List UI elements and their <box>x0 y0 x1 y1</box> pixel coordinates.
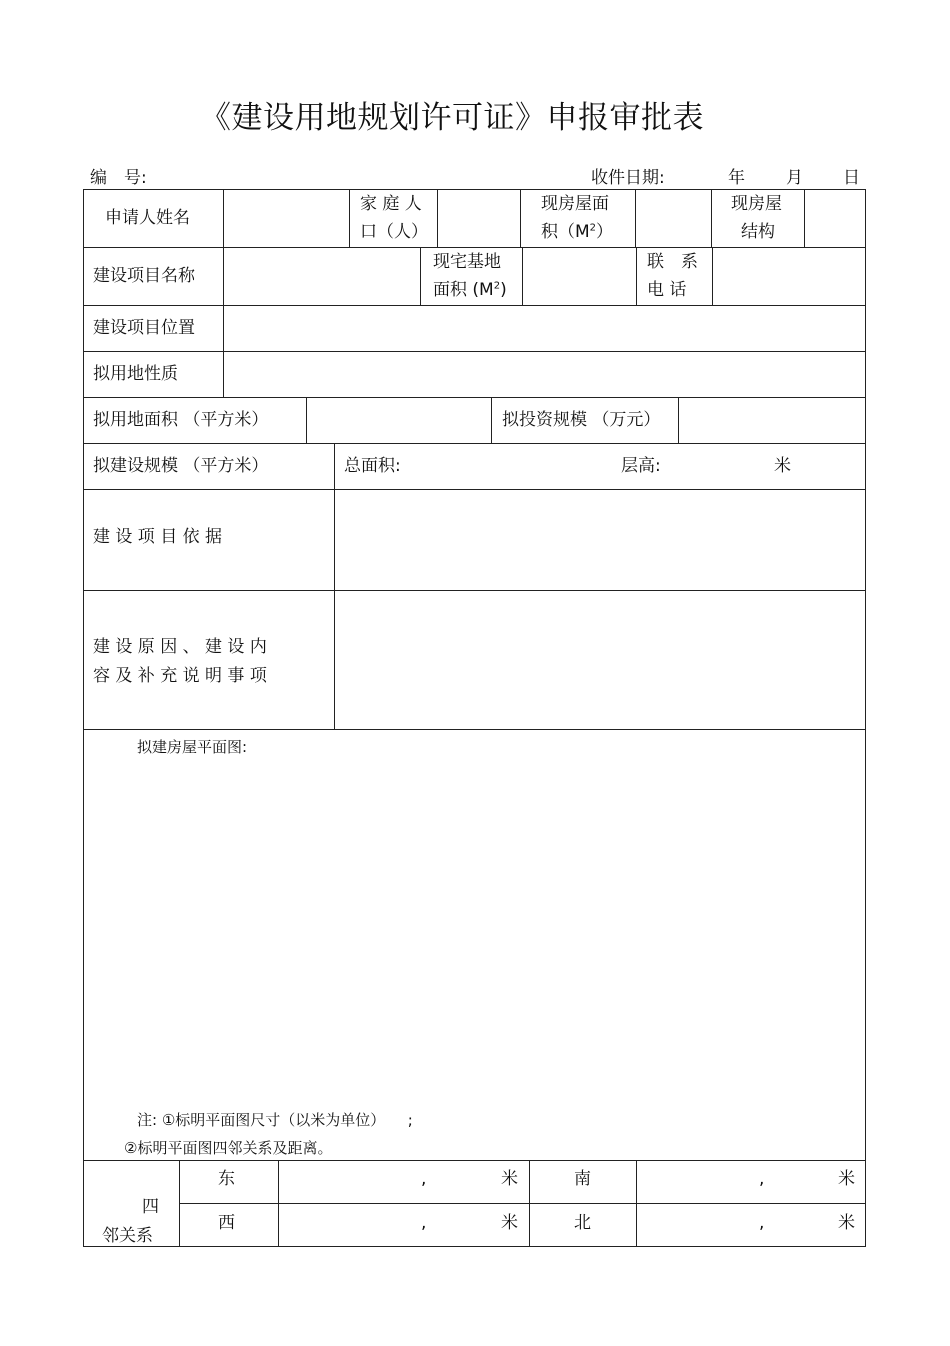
west-comma: , <box>421 1213 427 1233</box>
table-rule <box>83 729 866 730</box>
land-area-label: 拟用地面积 （平方米） <box>93 410 269 430</box>
north-comma: , <box>759 1213 765 1233</box>
plan-note-2: ②标明平面图四邻关系及距离。 <box>124 1139 333 1157</box>
table-rule <box>223 305 224 397</box>
plan-note-1: 注: ①标明平面图尺寸（以米为单位） ; <box>137 1111 413 1129</box>
table-rule <box>179 1160 180 1246</box>
applicant-name-label: 申请人姓名 <box>105 208 190 228</box>
east-unit: 米 <box>501 1169 518 1189</box>
project-location-label: 建设项目位置 <box>93 318 195 338</box>
date-label: 收件日期: <box>591 168 665 188</box>
reason-label-line2: 容 及 补 充 说 明 事 项 <box>93 666 267 686</box>
north-label: 北 <box>574 1213 591 1233</box>
neighbors-label-line1: 四 <box>142 1197 159 1217</box>
east-comma: , <box>421 1169 427 1189</box>
total-area-label: 总面积: <box>344 456 401 476</box>
family-population-label-line1: 家 庭 人 <box>360 194 422 214</box>
table-rule <box>83 305 866 306</box>
table-rule <box>83 189 84 1247</box>
floor-height-unit: 米 <box>774 456 791 476</box>
west-unit: 米 <box>501 1213 518 1233</box>
table-rule <box>223 189 224 247</box>
east-label: 东 <box>218 1169 235 1189</box>
table-rule <box>520 189 521 247</box>
table-rule <box>636 1160 637 1246</box>
table-rule <box>223 247 224 305</box>
table-rule <box>179 1203 866 1204</box>
south-unit: 米 <box>838 1169 855 1189</box>
house-area-label-line1: 现房屋面 <box>541 194 609 214</box>
build-scale-label: 拟建设规模 （平方米） <box>93 456 269 476</box>
project-basis-label: 建 设 项 目 依 据 <box>93 527 223 547</box>
table-rule <box>491 397 492 443</box>
land-nature-label: 拟用地性质 <box>93 364 178 384</box>
table-rule <box>83 443 866 444</box>
table-rule <box>437 189 438 247</box>
house-area-label-line2: 积$(M^2)$ <box>541 222 614 242</box>
table-rule <box>83 397 866 398</box>
investment-scale-label: 拟投资规模 （万元） <box>502 410 661 430</box>
table-rule <box>334 443 335 729</box>
page-title: 《建设用地规划许可证》申报审批表 <box>200 100 704 136</box>
contact-phone-label-line2: 电 话 <box>647 280 687 300</box>
table-rule <box>635 189 636 247</box>
table-rule <box>83 590 866 591</box>
day-label: 日 <box>843 168 860 188</box>
neighbors-label-line2: 邻关系 <box>102 1226 153 1246</box>
table-rule <box>636 247 637 305</box>
west-label: 西 <box>218 1213 235 1233</box>
north-unit: 米 <box>838 1213 855 1233</box>
table-rule <box>529 1160 530 1246</box>
house-structure-label-line1: 现房屋 <box>731 194 782 214</box>
year-label: 年 <box>728 168 745 188</box>
table-rule <box>711 189 712 247</box>
table-rule <box>522 247 523 305</box>
month-label: 月 <box>786 168 803 188</box>
contact-phone-label-line1: 联 系 <box>647 252 698 272</box>
project-name-label: 建设项目名称 <box>93 266 195 286</box>
table-rule <box>349 189 350 247</box>
family-population-label-line2: 口（人） <box>360 222 428 242</box>
table-rule <box>678 397 679 443</box>
table-rule <box>83 351 866 352</box>
table-rule <box>712 247 713 305</box>
table-rule <box>83 1246 866 1247</box>
table-rule <box>865 189 866 1247</box>
homestead-area-label-line2: 面积 $(M^2)$ <box>433 280 507 300</box>
table-rule <box>420 247 421 305</box>
floor-plan-label: 拟建房屋平面图: <box>137 738 248 756</box>
table-rule <box>278 1160 279 1246</box>
table-rule <box>306 397 307 443</box>
table-rule <box>83 489 866 490</box>
number-label: 编 号: <box>90 168 147 188</box>
south-comma: , <box>759 1169 765 1189</box>
floor-height-label: 层高: <box>621 456 661 476</box>
table-rule <box>804 189 805 247</box>
reason-label-line1: 建 设 原 因 、 建 设 内 <box>93 637 267 657</box>
house-structure-label-line2: 结构 <box>741 222 775 242</box>
south-label: 南 <box>574 1169 591 1189</box>
homestead-area-label-line1: 现宅基地 <box>433 252 501 272</box>
